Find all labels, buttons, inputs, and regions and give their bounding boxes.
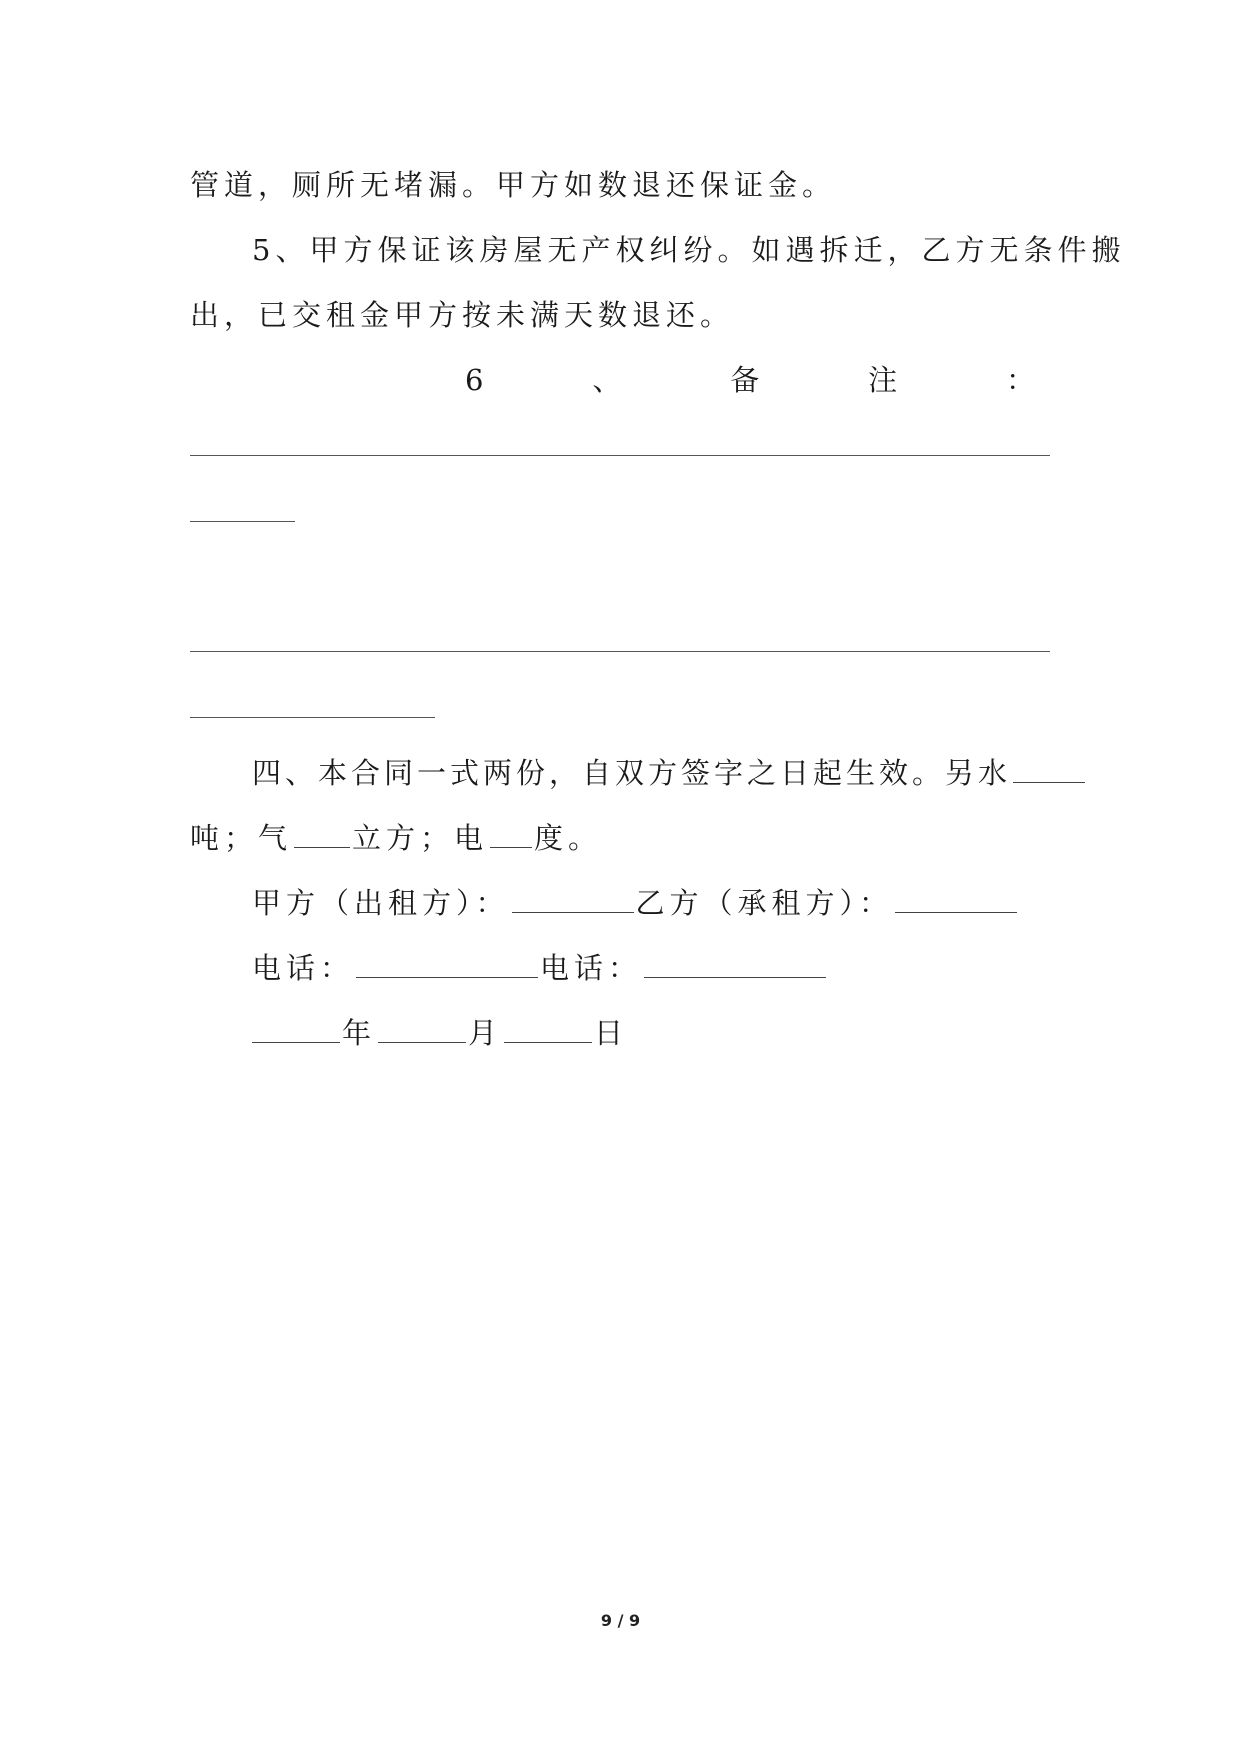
phone-a-blank [356, 951, 538, 978]
paragraph-line: 5、甲方保证该房屋无产权纠纷。如遇拆迁，乙方无条件搬 [252, 233, 1126, 267]
water-blank [1013, 756, 1085, 783]
remarks-blank-line [190, 521, 295, 522]
remarks-comma: 、 [592, 363, 622, 397]
remarks-number: 6 [465, 363, 484, 397]
gas-blank [294, 821, 350, 848]
remarks-blank-line [190, 455, 1050, 456]
signature-phone-line [252, 948, 1052, 988]
month-label: 月 [468, 1016, 503, 1050]
gas-unit: 立方；电 [352, 821, 489, 855]
paragraph-line: 出，已交租金甲方按未满天数退还。 [190, 298, 735, 332]
clause-four-line [252, 753, 1052, 793]
remarks-colon: ： [1005, 363, 1035, 397]
day-blank [504, 1016, 592, 1043]
phone-a-label: 电话： [252, 951, 355, 985]
electricity-unit: 度。 [534, 821, 603, 855]
remarks-heading [465, 360, 1035, 400]
party-a-label: 甲方（出租方）： [252, 886, 510, 920]
page-number: 9 / 9 [600, 1611, 641, 1630]
signature-date-line [252, 1013, 1052, 1053]
water-unit: 吨；气 [190, 821, 293, 855]
day-label: 日 [594, 1016, 629, 1050]
remarks-blank-line [190, 717, 435, 718]
remarks-blank-line [190, 651, 1050, 652]
party-b-label: 乙方（承租方）： [635, 886, 894, 920]
clause-four-line [190, 818, 1050, 858]
year-label: 年 [342, 1016, 377, 1050]
month-blank [378, 1016, 466, 1043]
phone-b-label: 电话： [540, 951, 643, 985]
party-a-blank [512, 886, 634, 913]
paragraph-line: 管道，厕所无堵漏。甲方如数退还保证金。 [190, 168, 837, 202]
year-blank [252, 1016, 340, 1043]
signature-party-line [252, 883, 1052, 923]
phone-b-blank [644, 951, 826, 978]
remarks-char: 备 [730, 363, 760, 397]
remarks-char: 注 [868, 363, 898, 397]
electricity-blank [490, 821, 532, 848]
clause-four-text: 四、本合同一式两份，自双方签字之日起生效。另水 [252, 756, 1012, 790]
party-b-blank [895, 886, 1017, 913]
